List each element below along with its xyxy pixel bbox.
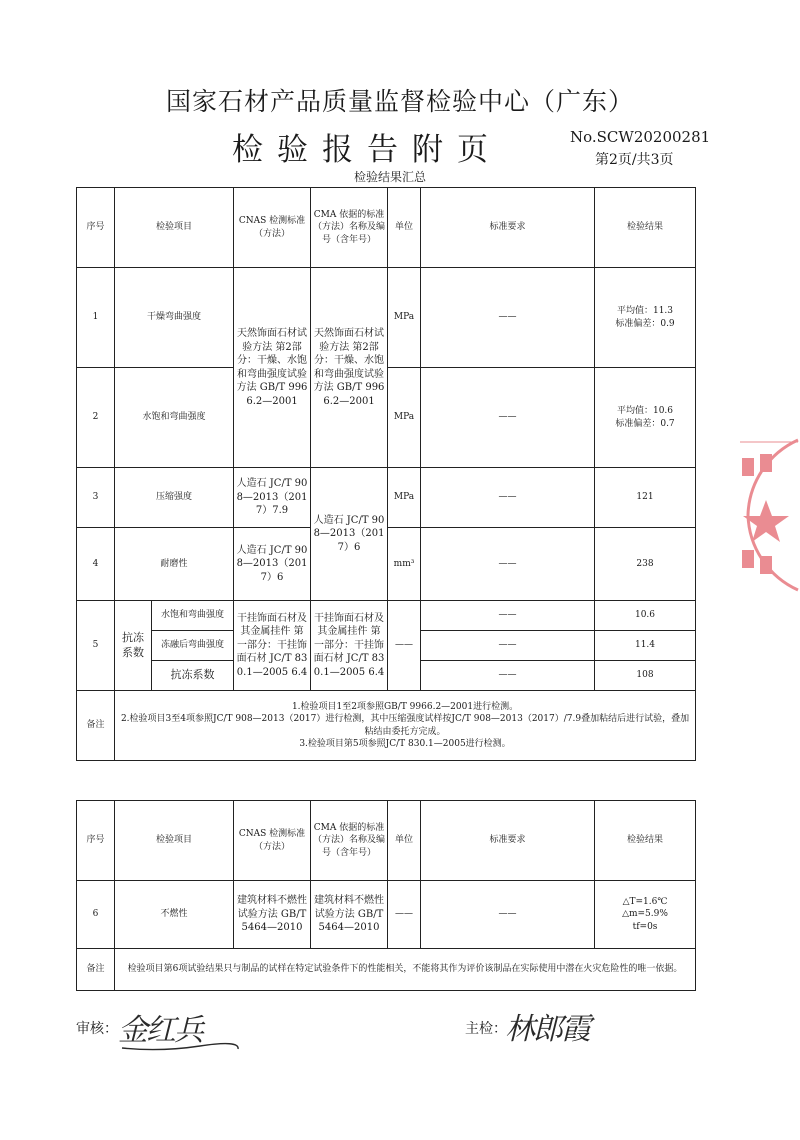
header-row [77,801,696,881]
results-table [76,187,696,761]
col-seq: 序号 [77,188,115,268]
col-requirement: 标准要求 [421,188,595,268]
header-row [77,188,696,268]
col-unit: 单位 [388,801,421,881]
row-no: 6 [77,881,115,949]
cma-std-5: 干挂饰面石材及其金属挂件 第一部分：干挂饰面石材 JC/T 830.1—2005 6.4 [311,601,388,691]
row-no: 3 [77,468,115,528]
row-no: 4 [77,528,115,601]
row-requirement: —— [421,528,595,601]
result-std: 标准偏差：0.7 [615,418,675,429]
row-item: 压缩强度 [115,468,234,528]
freeze-sub-item: 抗冻系数 [152,661,234,691]
page-info: 第2页/共3页 [595,152,674,168]
row-no: 1 [77,268,115,368]
col-seq: 序号 [77,801,115,881]
result-tf: tf=0s [632,921,658,932]
notes-label: 备注 [77,949,115,991]
row-unit: MPa [388,268,421,368]
result-delta-m: △m=5.9% [622,909,668,920]
result-delta-t: △T=1.6℃ [622,897,668,908]
cnas-std-1-2: 天然饰面石材试验方法 第2部分：干燥、水饱和弯曲强度试验方法 GB/T 9966.2—2001 [234,268,311,468]
row-item: 不燃性 [115,881,234,949]
row-result [595,881,696,949]
row-result [595,368,696,468]
col-result: 检验结果 [595,801,696,881]
col-unit: 单位 [388,188,421,268]
cma-std-6: 建筑材料不燃性试验方法 GB/T 5464—2010 [311,881,388,949]
col-cnas: CNAS 检测标准（方法） [234,801,311,881]
row-unit: mm³ [388,528,421,601]
inspector-signature: 林郎霞 [505,1012,589,1047]
cnas-std-4: 人造石 JC/T 908—2013（2017）6 [234,528,311,601]
row-requirement: —— [421,661,595,691]
notes-row [77,691,696,761]
seal-stamp-fragment [738,430,800,600]
cnas-std-3: 人造石 JC/T 908—2013（2017）7.9 [234,468,311,528]
note-line: 3.检验项目第5项参照JC/T 830.1—2005进行检测。 [299,738,511,749]
cma-std-3-4: 人造石 JC/T 908—2013（2017）6 [311,468,388,601]
row-result [595,268,696,368]
row-no: 2 [77,368,115,468]
note-line: 1.检验项目1至2项参照GB/T 9966.2—2001进行检测。 [291,702,519,713]
notes-label: 备注 [77,691,115,761]
col-cnas: CNAS 检测标准（方法） [234,188,311,268]
reviewer-signature: 金红兵 [118,1013,202,1048]
row-requirement: —— [421,881,595,949]
table-row [77,881,696,949]
cma-std-1-2: 天然饰面石材试验方法 第2部分：干燥、水饱和弯曲强度试验方法 GB/T 9966.2—2001 [311,268,388,468]
row-unit: —— [388,601,421,691]
cnas-std-6: 建筑材料不燃性试验方法 GB/T 5464—2010 [234,881,311,949]
col-item: 检验项目 [115,188,234,268]
report-number: No.SCW20200281 [570,128,711,146]
col-item: 检验项目 [115,801,234,881]
inspector-label: 主检： [465,1021,507,1037]
row-result: 108 [595,661,696,691]
row-unit: MPa [388,468,421,528]
results-table-2 [76,800,696,991]
notes-content: 检验项目第6项试验结果只与制品的试样在特定试验条件下的性能相关，不能将其作为评价该制品在实际使用中潜在火灾危险性的唯一依据。 [115,949,696,991]
freeze-group-label: 抗冻系数 [115,601,152,691]
freeze-sub-item: 冻融后弯曲强度 [152,631,234,661]
notes-content [115,691,696,761]
col-cma: CMA 依据的标准（方法）名称及编号（含年号） [311,801,388,881]
col-result: 检验结果 [595,188,696,268]
table-row [77,268,696,368]
row-item: 水饱和弯曲强度 [115,368,234,468]
notes-row [77,949,696,991]
row-requirement: —— [421,631,595,661]
cnas-std-5: 干挂饰面石材及其金属挂件 第一部分：干挂饰面石材 JC/T 830.1—2005 6.4 [234,601,311,691]
col-requirement: 标准要求 [421,801,595,881]
doc-title: 检验报告附页 [232,132,502,168]
result-mean: 平均值：10.6 [616,406,674,417]
row-unit: —— [388,881,421,949]
freeze-sub-item: 水饱和弯曲强度 [152,601,234,631]
row-requirement: —— [421,268,595,368]
reviewer-label: 审核： [76,1021,118,1037]
row-unit: MPa [388,368,421,468]
summary-title: 检验结果汇总 [353,170,426,184]
row-result: 11.4 [595,631,696,661]
org-title: 国家石材产品质量监督检验中心（广东） [165,87,634,116]
row-requirement: —— [421,601,595,631]
table-row [77,468,696,528]
result-std: 标准偏差：0.9 [615,318,675,329]
row-item: 耐磨性 [115,528,234,601]
row-item: 干燥弯曲强度 [115,268,234,368]
signature-stroke [120,1040,240,1054]
table-row [77,601,696,631]
result-mean: 平均值：11.3 [616,306,674,317]
row-no: 5 [77,601,115,691]
row-result: 121 [595,468,696,528]
col-cma: CMA 依据的标准（方法）名称及编号（含年号） [311,188,388,268]
row-result: 10.6 [595,601,696,631]
row-result: 238 [595,528,696,601]
note-line: 2.检验项目3至4项参照JC/T 908—2013（2017）进行检测，其中压缩强度试样按JC/T 908—2013（2017）/7.9叠加粘结后进行试验，叠加粘结由委托方完成。 [120,714,690,737]
row-requirement: —— [421,468,595,528]
row-requirement: —— [421,368,595,468]
